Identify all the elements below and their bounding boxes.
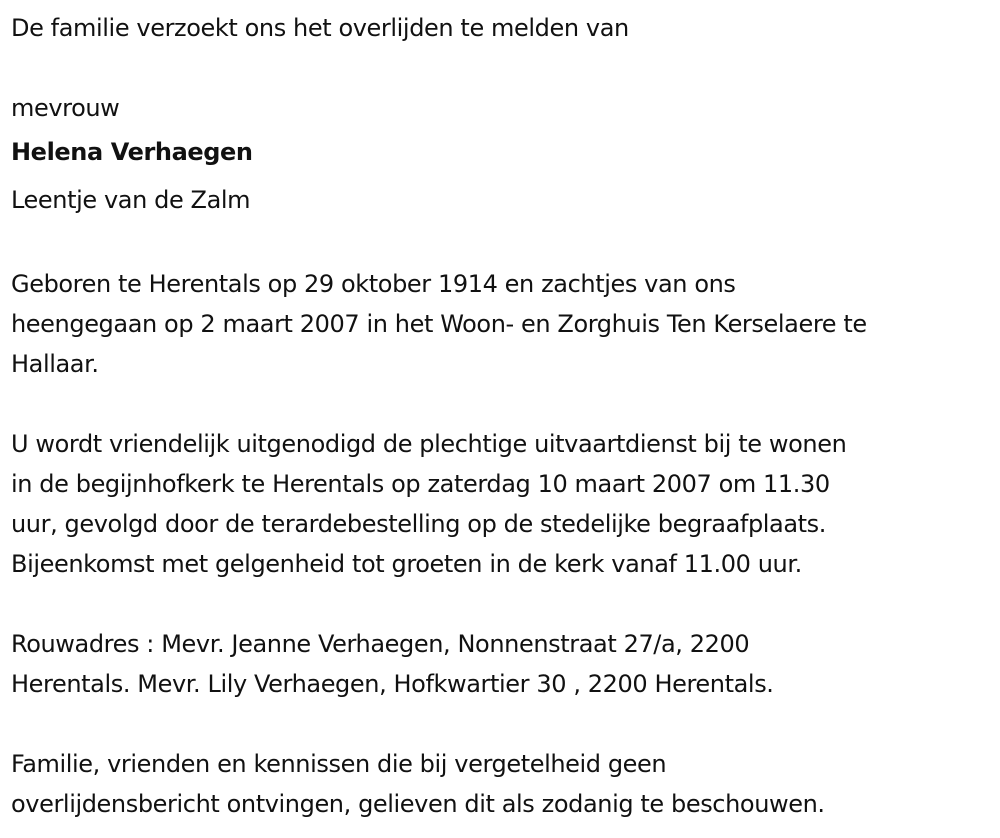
paragraph-line: Hallaar. [11,350,99,378]
spacer [11,384,1000,424]
paragraph-line: Geboren te Herentals op 29 oktober 1914 en zachtjes van ons [11,270,736,298]
paragraph-line: in de begijnhofkerk te Herentals op zaterdag 10 maart 2007 om 11.30 [11,470,830,498]
paragraph-line: uur, gevolgd door de terardebestelling op de stedelijke begraafplaats. [11,510,827,538]
spacer [11,584,1000,624]
paragraph-line: U wordt vriendelijk uitgenodigd de plechtige uitvaartdienst bij te wonen [11,430,847,458]
deceased-name-line [11,128,1000,176]
mourning-address-paragraph [11,624,1000,704]
spacer [11,224,1000,264]
paragraph-line: Herentals. Mevr. Lily Verhaegen, Hofkwartier 30 , 2200 Herentals. [11,670,774,698]
funeral-service-paragraph [11,424,1000,584]
spacer [11,704,1000,744]
deceased-name: Helena Verhaegen [11,138,253,166]
deceased-nickname: Leentje van de Zalm [11,186,251,214]
closing-paragraph [11,744,1000,824]
intro-text: De familie verzoekt ons het overlijden te melden van [11,14,629,42]
paragraph-line: overlijdensbericht ontvingen, gelieven dit als zodanig te beschouwen. [11,790,825,818]
birth-death-paragraph [11,264,1000,384]
paragraph-line: Bijeenkomst met gelgenheid tot groeten in de kerk vanaf 11.00 uur. [11,550,802,578]
title-text: mevrouw [11,94,120,122]
paragraph-line: heengegaan op 2 maart 2007 in het Woon- en Zorghuis Ten Kerselaere te [11,310,867,338]
paragraph-line: Familie, vrienden en kennissen die bij vergetelheid geen [11,750,667,778]
paragraph-line: Rouwadres : Mevr. Jeanne Verhaegen, Nonnenstraat 27/a, 2200 [11,630,750,658]
spacer [11,48,1000,88]
